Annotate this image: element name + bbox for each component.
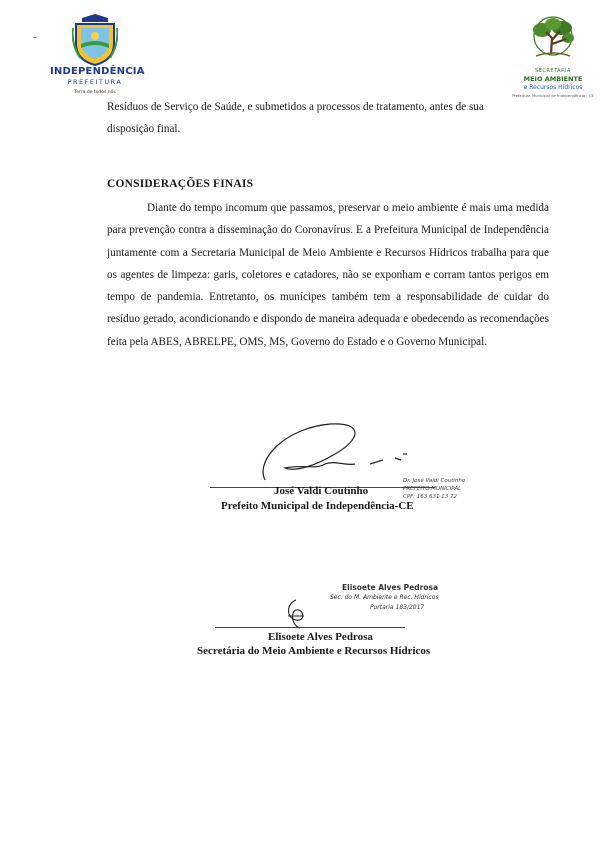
logo-sub-text: PREFEITURA: [67, 78, 123, 86]
signatory-role: Secretária do Meio Ambiente e Recursos Hídricos: [197, 645, 431, 657]
logo-line-meio-ambiente: MEIO AMBIENTE: [523, 75, 583, 83]
final-paragraph: Diante do tempo incomum que passamos, preservar o meio ambiente é mais uma medida para prevenção contra a disseminação do Coronavírus. E a Prefeitura Municipal de Independência juntamente com a Secretaria Municipal de Meio Ambiente e Recursos Hídricos trabalha para que os agentes de limpeza: garis, coletores e catadores, não se exponham e corram tantos perigos em tempo de pandemia. Entretanto, os munícipes também tem a responsabilidade de cuidar do resíduo gerado, acondicionando e dispondo de maneira adequada e obedecendo as recomendações feita pela ABES, ABRELPE, OMS, MS, Governo do Estado e o Governo Municipal.: [107, 202, 549, 348]
intro-line: disposição final.: [107, 123, 181, 136]
section-heading: CONSIDERAÇÕES FINAIS: [107, 178, 254, 190]
stamp-line: CPF: 163 631 13 72: [403, 494, 457, 500]
signatory-name: Elisoete Alves Pedrosa: [268, 631, 373, 643]
logo-brand-text: INDEPENDÊNCIA: [50, 66, 145, 77]
logo-line-secretaria: SECRETARIA: [535, 68, 571, 74]
stamp-line: Dr. José Valdi Coutinho: [403, 478, 466, 484]
signature-scribble: [255, 420, 425, 488]
tree-icon: [524, 14, 582, 68]
logo-tagline: Terra de todos nós: [74, 90, 116, 95]
signature-stamp: [330, 583, 450, 613]
scan-mark: [33, 37, 37, 38]
stamp-name: Elisoete Alves Pedrosa: [342, 583, 439, 592]
signature-stamp: [403, 477, 483, 501]
secretaria-logo: [510, 14, 596, 106]
stamp-role: Sec. do M. Ambiente e Rec. Hídricos: [330, 594, 439, 601]
crest-icon: [72, 14, 118, 66]
stamp-decree: Portaria 183/2017: [370, 604, 425, 611]
signatory-name: José Valdi Coutinho: [274, 485, 369, 497]
intro-paragraph: [107, 96, 549, 141]
intro-line: Resíduos de Serviço de Saúde, e submetidos a processos de tratamento, antes de sua: [107, 101, 484, 113]
logo-line-recursos: e Recursos Hídricos: [523, 84, 583, 91]
stamp-line: PREFEITO MUNICIPAL: [403, 486, 462, 492]
prefeitura-logo: [50, 14, 145, 104]
signatory-role: Prefeito Municipal de Independência-CE: [221, 500, 414, 512]
signature-line: [215, 627, 405, 628]
logo-line-prefeitura: Prefeitura Municipal de Independência - CE: [512, 93, 594, 98]
